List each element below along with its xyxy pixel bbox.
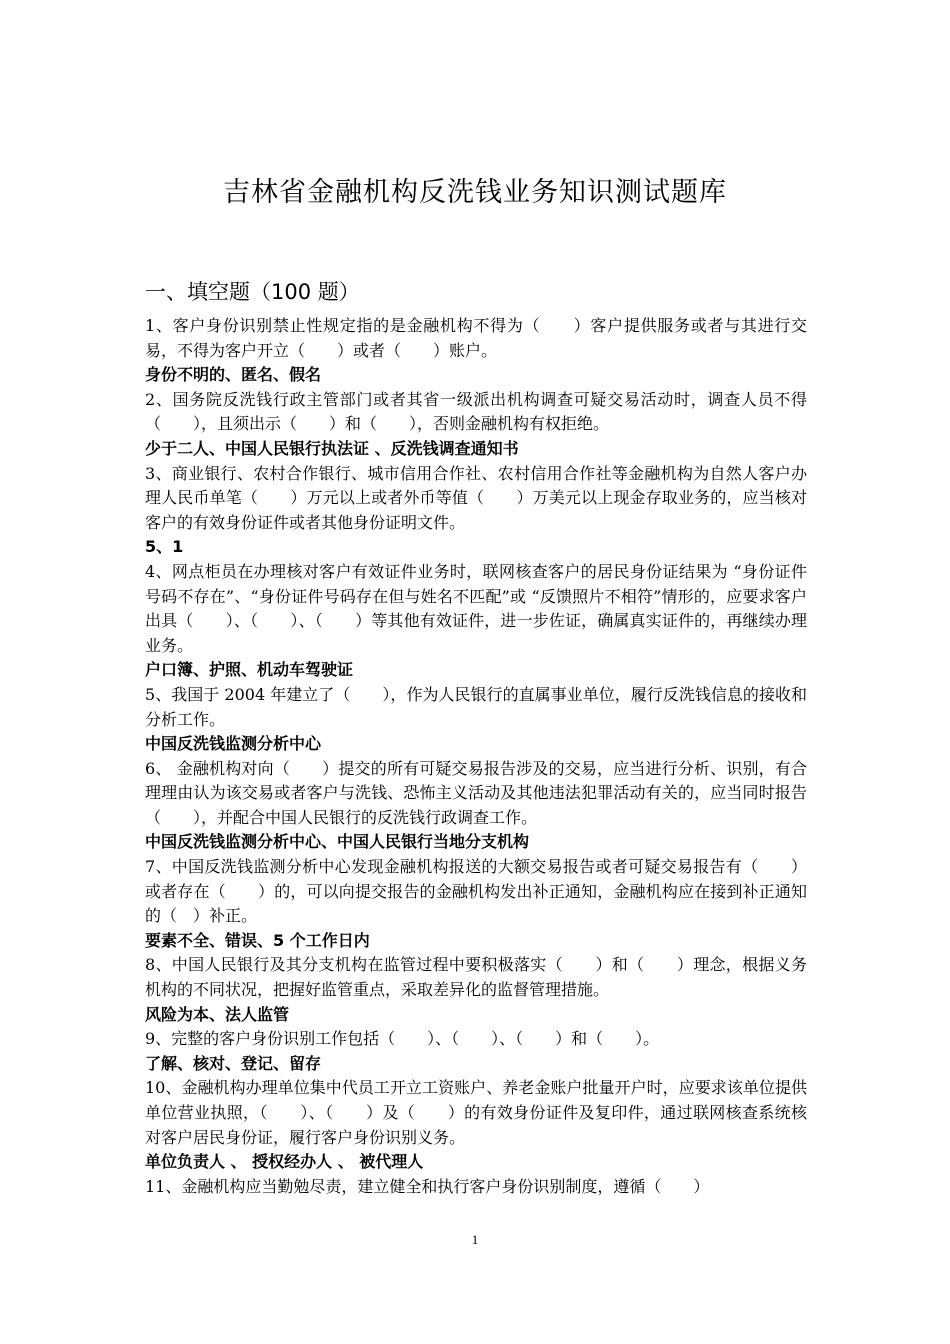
answer-text: 中国反洗钱监测分析中心: [145, 734, 322, 754]
answer-text: 少于二人、中国人民银行执法证 、反洗钱调查通知书: [145, 438, 519, 458]
question-text: 6、 金融机构对向（ ）提交的所有可疑交易报告涉及的交易，应当进行分析、识别，有合理理由认为该交易或者客户与洗钱、恐怖主义活动及其他违法犯罪活动有关的，应当同时报告（ ），并配合中国人民银行的反洗钱行政调查工作。: [145, 758, 807, 827]
answer-text: 中国反洗钱监测分析中心、中国人民银行当地分支机构: [145, 832, 530, 852]
question-text: 5、我国于 2004 年建立了（ ），作为人民银行的直属事业单位，履行反洗钱信息的接收和分析工作。: [145, 684, 807, 729]
answer-text: 身份不明的、匿名、假名: [145, 365, 322, 385]
document-title: 吉林省金融机构反洗钱业务知识测试题库: [223, 177, 727, 208]
question-text: 1、客户身份识别禁止性规定指的是金融机构不得为（ ）客户提供服务或者与其进行交易，不得为客户开立（ ）或者（ ）账户。: [145, 316, 807, 360]
page-number: 1: [471, 1232, 479, 1247]
answer-text: 了解、核对、登记、留存: [145, 1053, 322, 1073]
answer-text: 5、1: [145, 537, 184, 557]
question-text: 8、中国人民银行及其分支机构在监管过程中要积极落实（ ）和（ ）理念，根据义务机构的不同状况，把握好监管重点，采取差异化的监督管理措施。: [145, 955, 807, 1000]
answer-text: 户口簿、护照、机动车驾驶证: [145, 660, 354, 680]
section-heading: 一、填空题（100 题）: [145, 280, 360, 304]
answer-text: 要素不全、错误、5 个工作日内: [145, 930, 370, 950]
question-text: 3、商业银行、农村合作银行、城市信用合作社、农村信用合作社等金融机构为自然人客户办理人民币单笔（ ）万元以上或者外币等值（ ）万美元以上现金存取业务的，应当核对客户的有效身份证件或者其他身份证明文件。: [145, 463, 807, 532]
question-text: 9、完整的客户身份识别工作包括（ ）、（ ）、（ ）和（ ）。: [145, 1029, 660, 1049]
question-text: 10、金融机构办理单位集中代员工开立工资账户、养老金账户批量开户时，应要求该单位提供单位营业执照，（ ）、（ ）及（ ）的有效身份证件及复印件，通过联网核查系统核对客户居民身份证，履行客户身份识别义务。: [145, 1078, 807, 1147]
question-list: [145, 314, 807, 1199]
answer-text: 单位负责人 、 授权经办人 、 被代理人: [145, 1152, 424, 1172]
answer-text: 风险为本、法人监管: [145, 1004, 290, 1024]
question-text: 2、国务院反洗钱行政主管部门或者其省一级派出机构调查可疑交易活动时，调查人员不得（ ），且须出示（ ）和（ ），否则金融机构有权拒绝。: [145, 389, 807, 434]
question-text: 7、中国反洗钱监测分析中心发现金融机构报送的大额交易报告或者可疑交易报告有（ ）或者存在（ ）的，可以向提交报告的金融机构发出补正通知，金融机构应在接到补正通知的（ ）补正。: [145, 857, 807, 926]
question-text: 11、金融机构应当勤勉尽责，建立健全和执行客户身份识别制度，遵循（ ）: [145, 1176, 710, 1196]
question-text: 4、网点柜员在办理核对客户有效证件业务时，联网核查客户的居民身份证结果为 “身份证件号码不存在”、“身份证件号码存在但与姓名不匹配”或 “反馈照片不相符”情形的，应要求客户出具（ ）、（ ）、（ ）等其他有效证件，进一步佐证，确属真实证件的，再继续办理业务。: [145, 561, 807, 655]
